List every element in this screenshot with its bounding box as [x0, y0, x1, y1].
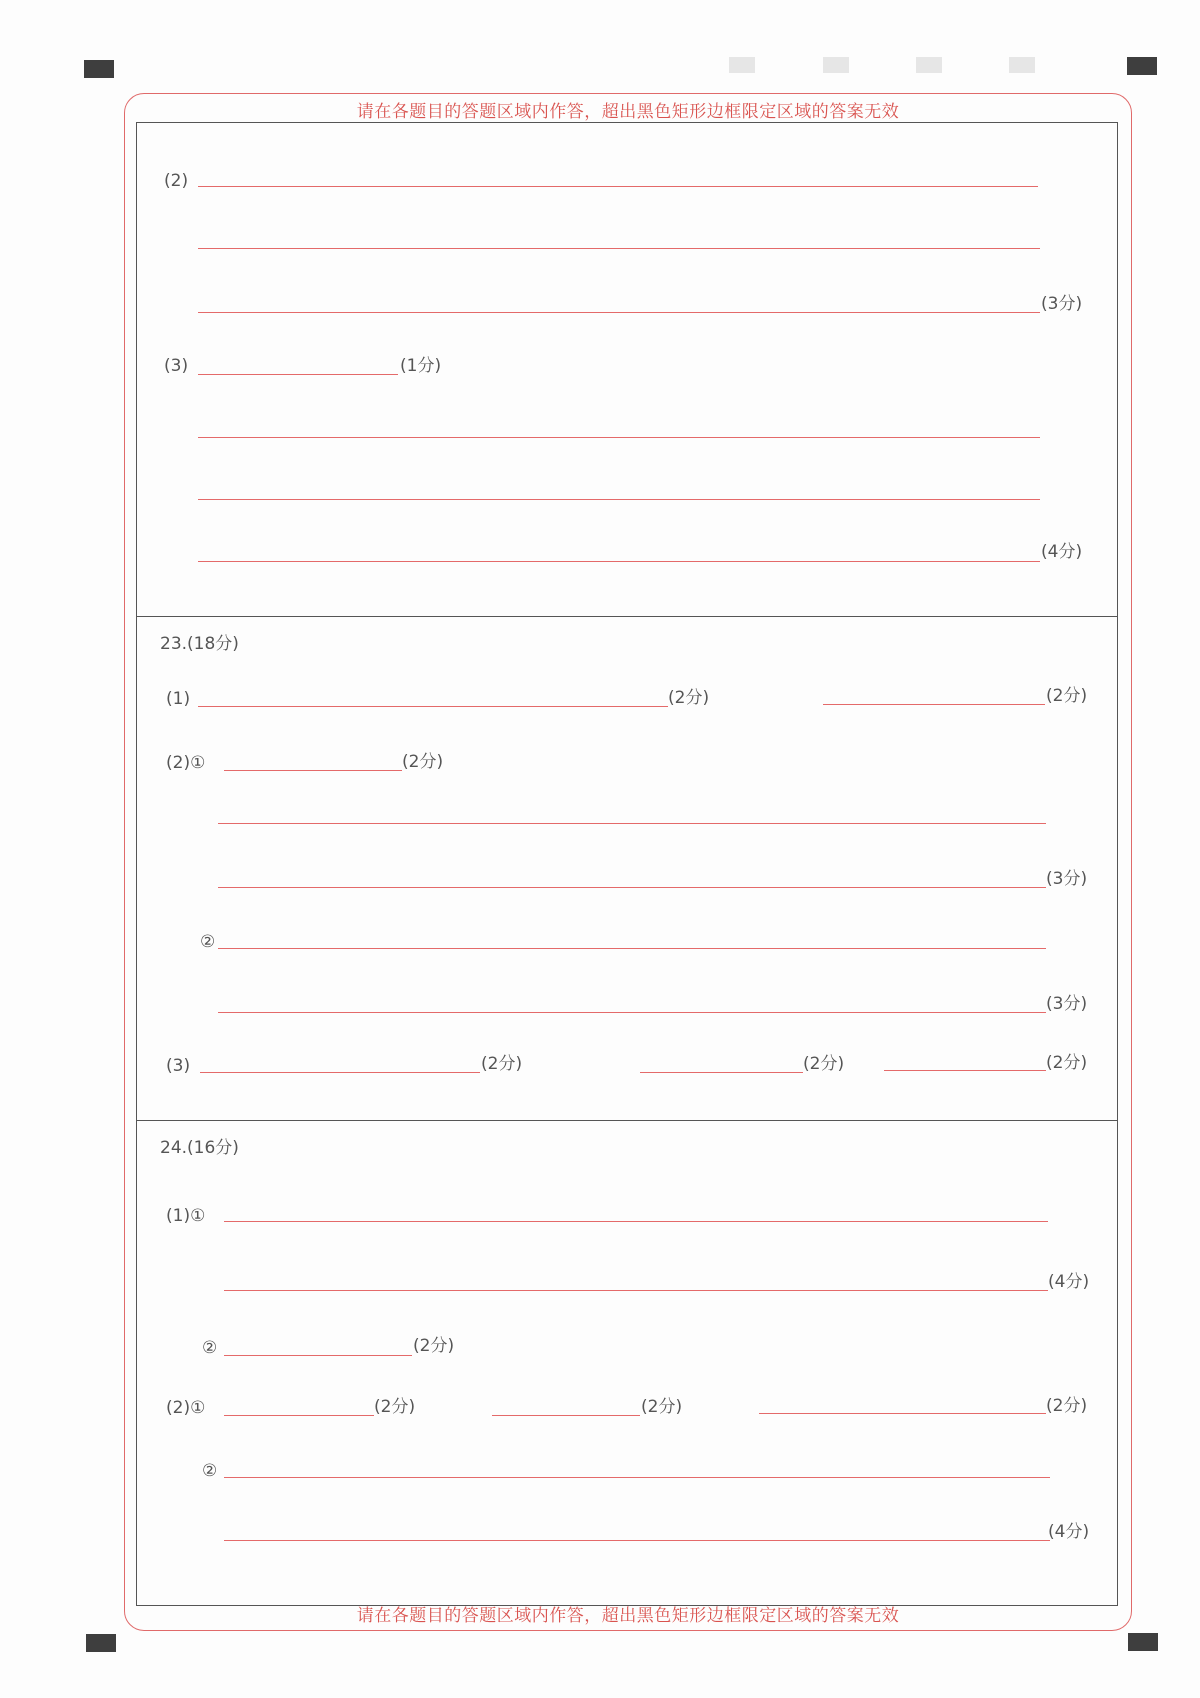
q24-part2-number: (2) — [166, 1398, 191, 1418]
q23-part2-number: (2) — [166, 753, 191, 773]
q23-part2-label — [166, 753, 205, 773]
q22-part2-points: (3分) — [1041, 294, 1083, 314]
timing-mark — [916, 57, 942, 73]
q23-part1-blank-a[interactable] — [198, 706, 668, 707]
q23-part3-points-b: (2分) — [803, 1054, 845, 1074]
timing-mark — [729, 57, 755, 73]
registration-marker-top-right — [1127, 57, 1157, 75]
q23-title: 23.(18分) — [160, 634, 239, 654]
q24-part2-label — [166, 1398, 205, 1418]
q24-part1-sub2-mark: ② — [202, 1338, 218, 1358]
q22-part2-answer-line-2[interactable] — [198, 248, 1040, 249]
q24-part2-points-c: (2分) — [1046, 1396, 1088, 1416]
q22-part2-answer-line-3[interactable] — [198, 312, 1040, 313]
q23-part1-label: (1) — [166, 689, 191, 709]
q23-part2-sub2-points: (3分) — [1046, 994, 1088, 1014]
q24-part2-sub2-answer-line-2[interactable] — [224, 1540, 1050, 1541]
q23-part3-blank-a[interactable] — [200, 1072, 480, 1073]
q23-part2-sub1-answer-line-2[interactable] — [218, 887, 1046, 888]
q24-part1-sub2-points: (2分) — [413, 1336, 455, 1356]
top-warning-banner: 请在各题目的答题区域内作答，超出黑色矩形边框限定区域的答案无效 — [356, 102, 900, 122]
answer-area-inner-frame — [136, 122, 1118, 1606]
q23-part1-points-b: (2分) — [1046, 686, 1088, 706]
q24-part2-sub1-blank-c[interactable] — [759, 1413, 1046, 1414]
q24-part1-sub1-answer-line-2[interactable] — [224, 1290, 1048, 1291]
q22-part3-points: (4分) — [1041, 542, 1083, 562]
q23-part2-sub2-mark: ② — [200, 932, 216, 952]
section-divider-22-23 — [136, 616, 1118, 617]
q23-part2-sub2-answer-line-1[interactable] — [218, 948, 1046, 949]
q22-part3-answer-line-3[interactable] — [198, 561, 1040, 562]
q24-title: 24.(16分) — [160, 1138, 239, 1158]
q23-part2-sub1-blank-points: (2分) — [402, 752, 444, 772]
q22-part3-label: (3) — [164, 356, 189, 376]
timing-mark — [823, 57, 849, 73]
q24-part2-sub2-points: (4分) — [1048, 1522, 1090, 1542]
q24-part1-label — [166, 1206, 205, 1226]
q24-part1-number: (1) — [166, 1206, 191, 1226]
q23-part3-points-a: (2分) — [481, 1054, 523, 1074]
q22-part3-answer-line-1[interactable] — [198, 437, 1040, 438]
q22-part3-short-blank[interactable] — [198, 374, 398, 375]
q24-part1-sub1-answer-line-1[interactable] — [224, 1221, 1048, 1222]
q23-part2-sub1-answer-line-1[interactable] — [218, 823, 1046, 824]
q23-part2-sub1-mark: ① — [190, 753, 206, 773]
bottom-warning-banner: 请在各题目的答题区域内作答，超出黑色矩形边框限定区域的答案无效 — [356, 1606, 900, 1626]
q23-part3-label: (3) — [166, 1056, 191, 1076]
section-divider-23-24 — [136, 1120, 1118, 1121]
q23-part1-blank-b[interactable] — [823, 704, 1045, 705]
q23-part2-sub2-answer-line-2[interactable] — [218, 1012, 1046, 1013]
q23-part3-points-c: (2分) — [1046, 1053, 1088, 1073]
q24-part2-sub1-blank-a[interactable] — [224, 1415, 374, 1416]
q24-part2-sub2-mark: ② — [202, 1461, 218, 1481]
q24-part1-sub1-points: (4分) — [1048, 1272, 1090, 1292]
q23-part2-sub1-points: (3分) — [1046, 869, 1088, 889]
q23-part3-blank-c[interactable] — [884, 1070, 1046, 1071]
registration-marker-bottom-right — [1128, 1633, 1158, 1651]
q23-part3-blank-b[interactable] — [640, 1072, 803, 1073]
q22-part2-label: (2) — [164, 171, 189, 191]
q24-part2-points-b: (2分) — [641, 1397, 683, 1417]
q24-part2-points-a: (2分) — [374, 1397, 416, 1417]
registration-marker-bottom-left — [86, 1634, 116, 1652]
q22-part2-answer-line-1[interactable] — [198, 186, 1038, 187]
q23-part2-sub1-short-blank[interactable] — [224, 770, 402, 771]
q24-part2-sub1-blank-b[interactable] — [492, 1415, 640, 1416]
q24-part1-sub2-blank[interactable] — [224, 1355, 412, 1356]
timing-mark — [1009, 57, 1035, 73]
q24-part2-sub1-mark: ① — [190, 1398, 206, 1418]
q22-part3-blank-points: (1分) — [400, 356, 442, 376]
q22-part3-answer-line-2[interactable] — [198, 499, 1040, 500]
q24-part2-sub2-answer-line-1[interactable] — [224, 1477, 1050, 1478]
q23-part1-points-a: (2分) — [668, 688, 710, 708]
registration-marker-top-left — [84, 60, 114, 78]
q24-part1-sub1-mark: ① — [190, 1206, 206, 1226]
